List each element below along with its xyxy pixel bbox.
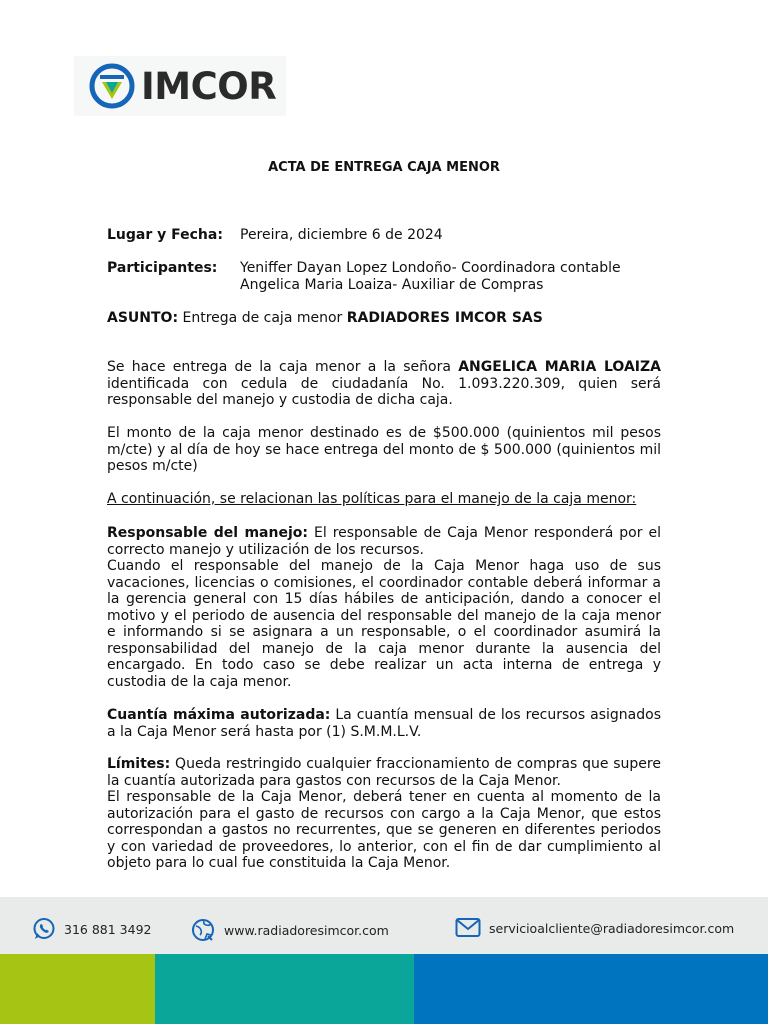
paragraph-monto: El monto de la caja menor destinado es de $500.000 (quinientos mil pesos m/cte) y al día de hoy se hace entrega del monto de $ 500.000 (quinientos mil pesos m/cte) [107, 425, 661, 474]
p4-text2: Cuando el responsable del manejo de la Caja Menor haga uso de sus vacaciones, licencias o comisiones, el coordinador contable deberá informar a la gerencia general con 15 días hábiles de anticipación, dando a conocer el motivo y el periodo de ausencia del responsable del manejo de la caja menor e informando si se asignara a un responsable, o el coordinador asumirá la responsabilidad del manejo de la caja menor durante la ausencia del encargado. En todo caso se debe realizar un acta interna de entrega y custodia de la caja menor. [107, 558, 661, 690]
globe-icon [190, 917, 216, 943]
footer-strip-teal [155, 954, 414, 1024]
paragraph-responsable [107, 525, 661, 690]
company-logo [74, 56, 286, 116]
footer-email[interactable] [455, 917, 734, 939]
p6-text2: El responsable de la Caja Menor, deberá tener en cuenta al momento de la autorización para el gasto de recursos con cargo a la Caja Menor, que estos correspondan a gastos no recurrentes, que se generen en diferentes periodos y con variedad de proveedores, lo anterior, con el fin de dar cumplimiento al objeto para lo cual fue constituida la Caja Menor. [107, 789, 661, 871]
p6-label: Límites: [107, 756, 171, 772]
asunto-text: Entrega de caja menor [182, 310, 343, 326]
document-title: ACTA DE ENTREGA CAJA MENOR [268, 160, 500, 175]
p4-text: El responsable de Caja Menor responderá por el correcto manejo y utilización de los recursos. [107, 525, 661, 558]
footer-strip-green [0, 954, 155, 1024]
participantes-label: Participantes: [107, 260, 218, 276]
lugar-value: Pereira, diciembre 6 de 2024 [240, 227, 443, 243]
website-link[interactable]: www.radiadoresimcor.com [224, 922, 389, 938]
lugar-label: Lugar y Fecha: [107, 227, 223, 243]
p4-label: Responsable del manejo: [107, 525, 308, 541]
paragraph-politicas-intro: A continuación, se relacionan las políticas para el manejo de la caja menor: [107, 491, 637, 507]
asunto-label: ASUNTO: [107, 310, 179, 326]
p1-text-b: identificada con cedula de ciudadanía No. 1.093.220.309, quien será responsable del manejo y custodia de dicha caja. [107, 375, 661, 408]
participante-1: Yeniffer Dayan Lopez Londoño- Coordinadora contable [240, 260, 621, 276]
asunto-company: RADIADORES IMCOR SAS [346, 310, 543, 326]
p5-label: Cuantía máxima autorizada: [107, 707, 331, 723]
mail-icon [455, 917, 481, 939]
participante-2: Angelica Maria Loaiza- Auxiliar de Compras [240, 277, 544, 293]
p6-text: Queda restringido cualquier fraccionamiento de compras que supere la cuantía autorizada para gastos con recursos de la Caja Menor. [107, 756, 661, 789]
p1-name: ANGELICA MARIA LOAIZA [458, 359, 661, 375]
p1-text-a: Se hace entrega de la caja menor a la señora [107, 359, 451, 375]
footer-phone [32, 917, 151, 941]
footer-web[interactable] [190, 917, 389, 943]
asunto-line [107, 310, 543, 327]
paragraph-cuantia [107, 707, 661, 740]
p5-text: La cuantía mensual de los recursos asignados a la Caja Menor será hasta por (1) S.M.M.L.V. [107, 707, 661, 740]
whatsapp-icon [32, 917, 56, 941]
imcor-logo-icon [89, 63, 135, 109]
footer-strip-blue [414, 954, 768, 1024]
logo-text: IMCOR [141, 64, 277, 108]
phone-number: 316 881 3492 [64, 921, 152, 937]
email-link[interactable]: servicioalcliente@radiadoresimcor.com [489, 920, 735, 936]
paragraph-entrega [107, 359, 661, 409]
paragraph-limites [107, 756, 661, 872]
